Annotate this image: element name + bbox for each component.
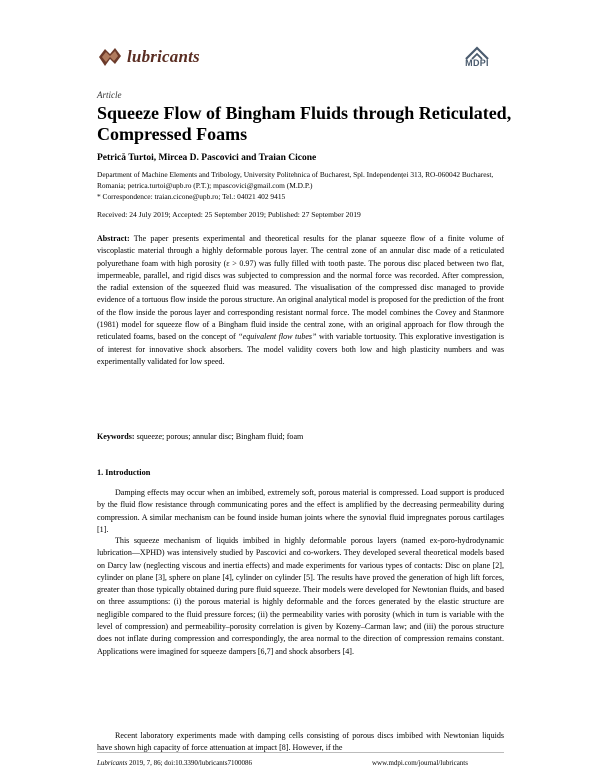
paper-title: Squeeze Flow of Bingham Fluids through Reticulated, Compressed Foams	[97, 103, 512, 144]
paragraph-3: Recent laboratory experiments made with damping cells consisting of porous discs imbibed with Newtonian liquids have shown high capacity of force attenuation at impact [8]. However, if the	[97, 731, 504, 753]
abstract-text-end: with variable tortuosity. This explorative investigation is of interest for innovative shock absorbers. The model validity covers both low and high plasticity numbers and was experimentally validated for low speed.	[97, 332, 504, 366]
journal-name: lubricants	[127, 47, 200, 66]
footer-divider	[97, 752, 504, 753]
paragraph-2: This squeeze mechanism of liquids imbibed in highly deformable porous layers (named ex-poro-hydrodynamic lubrication—XPHD) was intensively studied by Pascovici and co-workers. They developed several theoretical models based on Darcy law (neglecting viscous and inertia effects) and made experiments for various types of contacts: Disc on plane [2], cylinder on plane [3], sphere on plane [4], cylinder on cylinder [5]. The results have proved the generation of high lift forces, greater than those typically obtained during pure fluid squeeze. Their models were developed for Newtonian fluids, and based on three assumptions: (i) the porous material is highly deformable and the forces generated by the elastic structure are negligible compared to the fluid pressure forces; (ii) the permeability varies with porosity (which in turn is variable with the level of compression) and permeability–porosity correlation is given by Kozeny–Carman law; and (iii) the porous structure does not inflate during compression and correspondingly, the area normal to the direction of compression remains constant. Applications were imagined for squeeze dampers [6,7] and shock absorbers [4].	[97, 536, 504, 656]
publisher-logo	[464, 46, 490, 68]
keywords	[97, 432, 303, 441]
author-list: Petrică Turtoi, Mircea D. Pascovici and Traian Cicone	[97, 153, 317, 163]
abstract	[97, 233, 504, 368]
abstract-italic-term: “equivalent flow tubes”	[238, 332, 317, 342]
journal-logo	[97, 44, 200, 70]
correspondence: * Correspondence: traian.cicone@upb.ro; Tel.: 04021 402 9415	[97, 192, 286, 201]
footer-citation	[97, 759, 252, 767]
journal-logo-icon	[97, 44, 123, 70]
abstract-text: The paper presents experimental and theoretical results for the planar squeeze flow of a finite volume of viscoplastic material through a highly deformable porous layer. The central zone of an annular disc made of a reticulated polyurethane foam with high porosity (ε > 0.97) was fully filled with tooth paste. The porous disc placed between two flat, impermeable, parallel, and rigid discs was subjected to compression and the normal force was recorded. After compression, the radial extension of the squeezed fluid was measured. The visualisation of the compressed disc managed to provide evidence of a tortuous flow inside the porous structure. An original analytical model is proposed for the prediction of the front of the flow inside the porous layer and corresponding resistant normal force. The model combines the Covey and Stanmore (1981) model for squeeze flow of a Bingham fluid inside the central zone, with an original approach for flow through the reticulated foams, based on the concept of	[97, 234, 505, 342]
publisher-name: MDPI	[465, 58, 489, 68]
affiliation: Department of Machine Elements and Tribology, University Politehnica of Bucharest, Spl. Independenței 313, RO-060042 Bucharest, Romania; petrica.turtoi@upb.ro (P.T.); mpascovici@gmail.com (M.D.P.)	[97, 170, 494, 191]
abstract-label: Abstract:	[97, 234, 130, 243]
footer-url[interactable]: www.mdpi.com/journal/lubricants	[372, 759, 468, 767]
publication-dates: Received: 24 July 2019; Accepted: 25 September 2019; Published: 27 September 2019	[97, 210, 361, 219]
keywords-label: Keywords:	[97, 432, 135, 441]
keywords-text: squeeze; porous; annular disc; Bingham fluid; foam	[136, 432, 304, 441]
article-type: Article	[97, 90, 122, 100]
footer-journal: Lubricants	[97, 759, 128, 767]
paragraph-1: Damping effects may occur when an imbibed, extremely soft, porous material is compressed. Load support is produced by the fluid flow resistance through communicating pores and the effect is amplified by the decreasing permeability during compression. A similar mechanism can be found inside human joints where the synovial fluid impregnates porous cartilages [1].	[97, 488, 504, 534]
section-heading: 1. Introduction	[97, 468, 151, 477]
footer-citation-details: 2019, 7, 86; doi:10.3390/lubricants7100086	[129, 759, 252, 767]
